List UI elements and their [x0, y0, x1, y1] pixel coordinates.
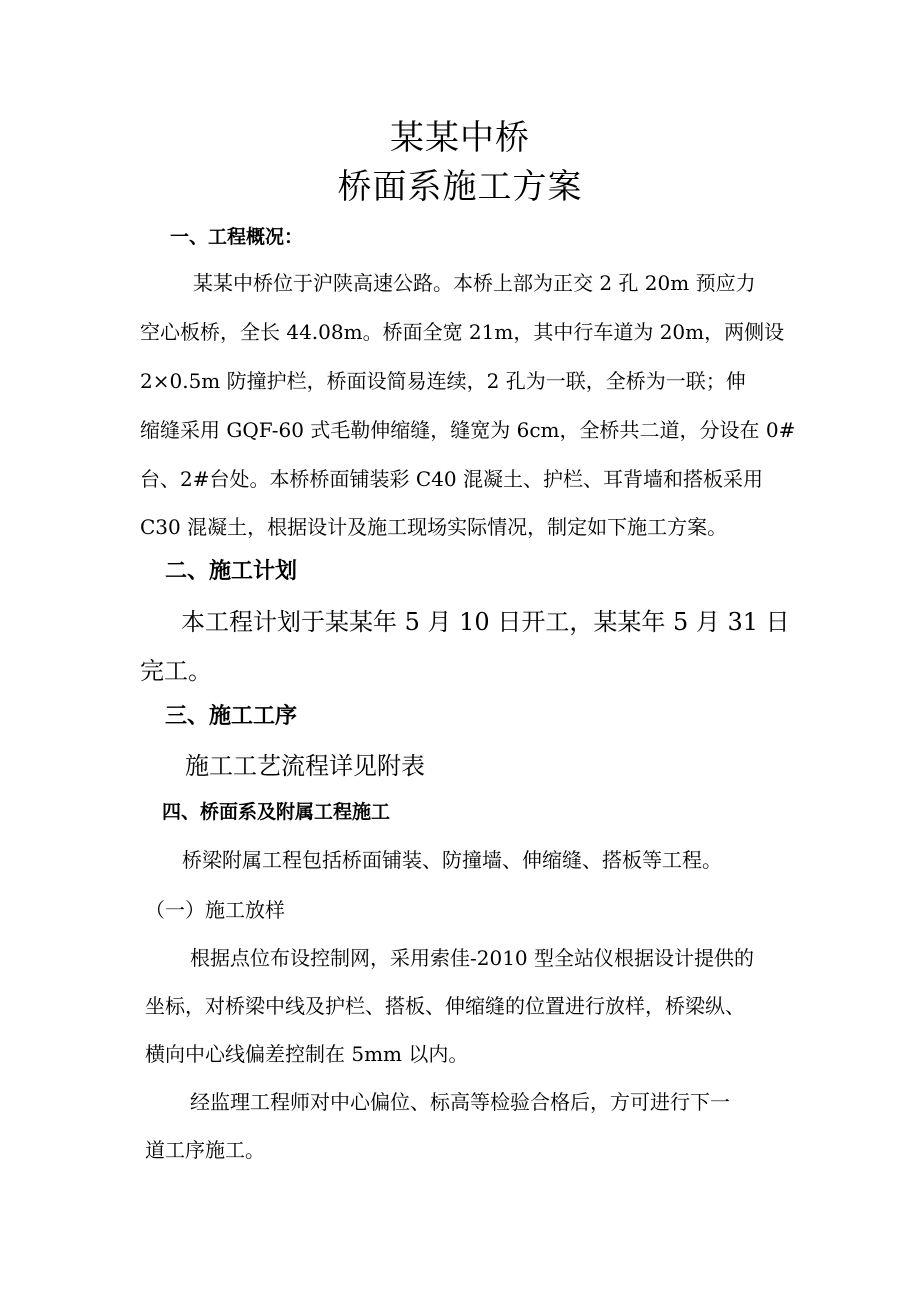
section1-heading: 一、工程概况： [170, 226, 304, 248]
subsection1-line-5: 道工序施工。 [145, 1138, 265, 1162]
subsection1-line-2: 坐标，对桥梁中线及护栏、搭板、伸缩缝的位置进行放样，桥梁纵、 [145, 994, 745, 1018]
document-title-line1: 某某中桥 [390, 118, 530, 158]
section1-line-5: 台、2#台处。本桥桥面铺装彩 C40 混凝土、护栏、耳背墙和搭板采用 [140, 467, 763, 491]
section1-line-6: C30 混凝土，根据设计及施工现场实际情况，制定如下施工方案。 [140, 515, 728, 539]
section1-line-4: 缩缝采用 GQF-60 式毛勒伸缩缝，缝宽为 6cm，全桥共二道，分设在 0# [140, 418, 796, 442]
section4-intro: 桥梁附属工程包括桥面铺装、防撞墙、伸缩缝、搭板等工程。 [182, 848, 722, 872]
subsection1-line-4: 经监理工程师对中心偏位、标高等检验合格后，方可进行下一 [190, 1090, 730, 1114]
section2-line-2: 完工。 [140, 657, 212, 685]
subsection1-line-3: 横向中心线偏差控制在 5mm 以内。 [145, 1042, 469, 1066]
section3-heading: 三、施工工序 [165, 704, 298, 729]
section3-line: 施工工艺流程详见附表 [185, 752, 425, 780]
subsection1-line-1: 根据点位布设控制网，采用索佳-2010 型全站仪根据设计提供的 [190, 946, 755, 970]
section4-heading: 四、桥面系及附属工程施工 [162, 801, 391, 823]
section1-line-2: 空心板桥，全长 44.08m。桥面全宽 21m，其中行车道为 20m，两侧设 [140, 320, 785, 344]
subsection1-heading: （一）施工放样 [145, 898, 285, 922]
section2-heading: 二、施工计划 [165, 559, 298, 584]
section1-line-3: 2×0.5m 防撞护栏，桥面设简易连续，2 孔为一联，全桥为一联；伸 [140, 369, 746, 393]
document-title-line2: 桥面系施工方案 [337, 167, 583, 207]
section1-line-1: 某某中桥位于沪陕高速公路。本桥上部为正交 2 孔 20m 预应力 [193, 271, 756, 295]
section2-line-1: 本工程计划于某某年 5 月 10 日开工，某某年 5 月 31 日 [181, 608, 790, 636]
